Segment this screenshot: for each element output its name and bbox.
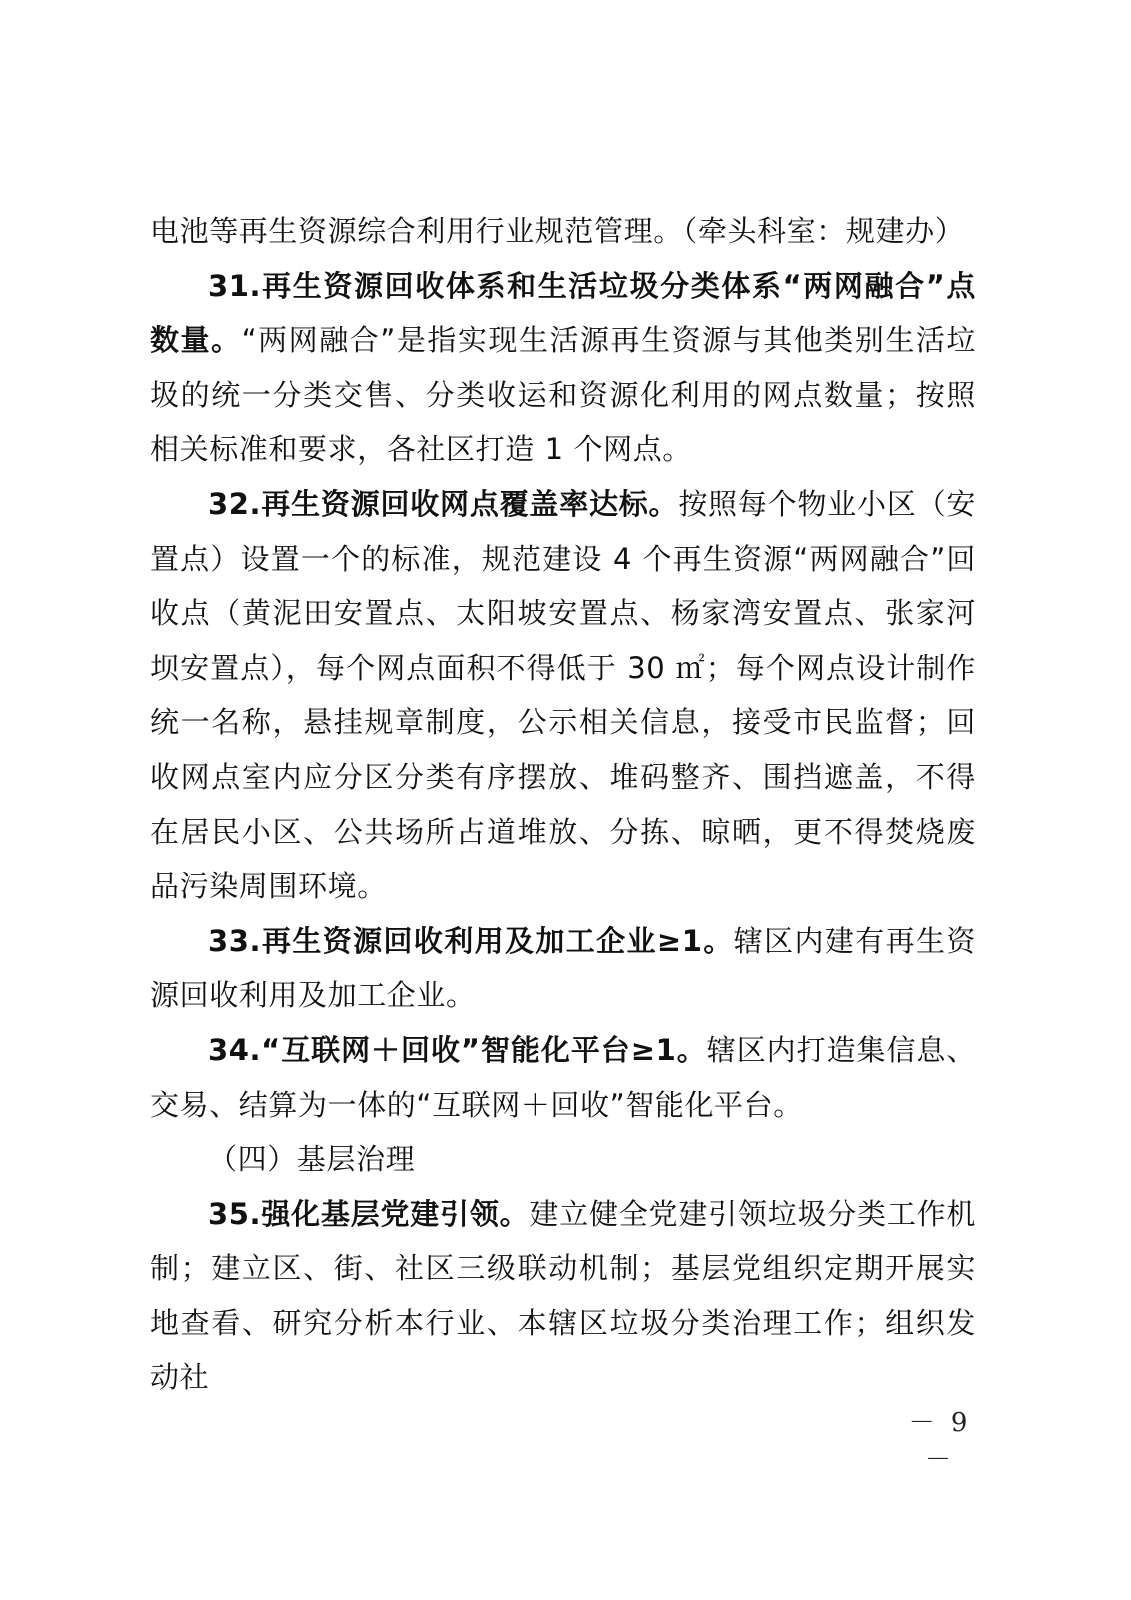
section-heading <box>150 1132 976 1187</box>
paragraph-item-35 <box>150 1187 976 1405</box>
paragraph-item-33 <box>150 914 976 1023</box>
paragraph-item-31 <box>150 259 976 477</box>
paragraph-text: “两网融合”是指实现生活源再生资源与其他类别生活垃圾的统一分类交售、分类收运和资源化利用的网点数量；按照相关标准和要求，各社区打造 1 个网点。 <box>150 323 976 467</box>
paragraph-item-34 <box>150 1023 976 1132</box>
item-heading: 31.再生资源回收体系和生活垃圾分类体系“两网融合”点数量。 <box>150 268 976 358</box>
paragraph-continuation <box>150 204 976 259</box>
item-heading: 35.强化基层党建引领。 <box>208 1196 530 1231</box>
paragraph-item-32 <box>150 477 976 914</box>
paragraph-text: 辖区内建有再生资源回收利用及加工企业。 <box>150 923 976 1013</box>
paragraph-text: 辖区内打造集信息、交易、结算为一体的“互联网＋回收”智能化平台。 <box>150 1032 976 1122</box>
paragraph-text: 电池等再生资源综合利用行业规范管理。（牵头科室：规建办） <box>150 214 965 248</box>
paragraph-text: 建立健全党建引领垃圾分类工作机制；建立区、街、社区三级联动机制；基层党组织定期开展实地查看、研究分析本行业、本辖区垃圾分类治理工作；组织发动社 <box>150 1196 976 1395</box>
paragraph-text: 按照每个物业小区（安置点）设置一个的标准，规范建设 4 个再生资源“两网融合”回收点（黄泥田安置点、太阳坡安置点、杨家湾安置点、张家河坝安置点），每个网点面积不得低于 30 ㎡；每个网点设计制作统一名称，悬挂规章制度，公示相关信息，接受市民监督；回收网点室内应分区分类有序摆放、堆码整齐、围挡遮盖，不得在居民小区、公共场所占道堆放、分拣、晾晒，更不得焚烧废品污染周围环境。 <box>150 486 976 904</box>
document-body <box>150 204 976 1405</box>
item-heading: 32.再生资源回收网点覆盖率达标。 <box>208 486 679 521</box>
item-heading: 33.再生资源回收利用及加工企业≥1。 <box>208 923 734 958</box>
section-title: （四）基层治理 <box>208 1142 416 1177</box>
page-number: － 9 － <box>908 1408 972 1475</box>
item-heading: 34.“互联网＋回收”智能化平台≥1。 <box>208 1032 707 1067</box>
